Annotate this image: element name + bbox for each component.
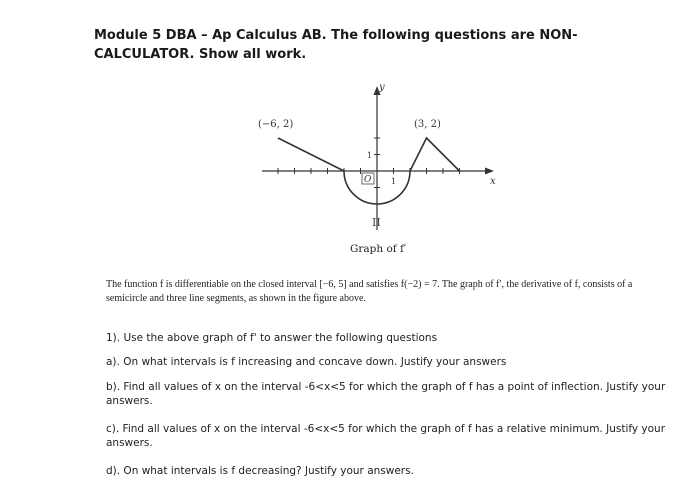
question-intro: 1). Use the above graph of f' to answer the following questions (106, 332, 438, 344)
question-a: a). On what intervals is f increasing and concave down. Justify your answers (106, 356, 507, 368)
line-segment-left (278, 138, 344, 171)
graph-canvas (250, 80, 510, 265)
question-c: c). Find all values of x on the interval -6<x<5 for which the graph of f has a relative minimum. Justify your answers. (106, 423, 666, 449)
tick-one-label-y: 1 (367, 151, 373, 160)
y-axis-label: y (379, 82, 385, 93)
question-d: d). On what intervals is f decreasing? Justify your answers. (106, 465, 414, 477)
tick-one-label-x: 1 (391, 177, 397, 186)
origin-label: O (364, 175, 372, 185)
page-title: Module 5 DBA – Ap Calculus AB. The following questions are NON-CALCULATOR. Show all work. (94, 28, 578, 62)
graph-caption: Graph of f′ (350, 243, 407, 255)
point-left-label: (−6, 2) (258, 119, 294, 130)
point-right-label: (3, 2) (414, 119, 441, 130)
x-axis-label: x (490, 176, 496, 187)
handwritten-mark: II (372, 216, 381, 229)
problem-description: The function f is differentiable on the closed interval [−6, 5] and satisfies f(−2) = 7. The graph of f′, the derivative of f, consists of a semicircle and three line segments, as shown in the figure above. (106, 279, 633, 304)
question-b: b). Find all values of x on the interval -6<x<5 for which the graph of f has a point of inflection. Justify your answers. (106, 381, 666, 407)
derivative-graph-figure (250, 80, 510, 265)
line-segments-right (410, 138, 460, 171)
x-axis-arrow (485, 168, 494, 175)
